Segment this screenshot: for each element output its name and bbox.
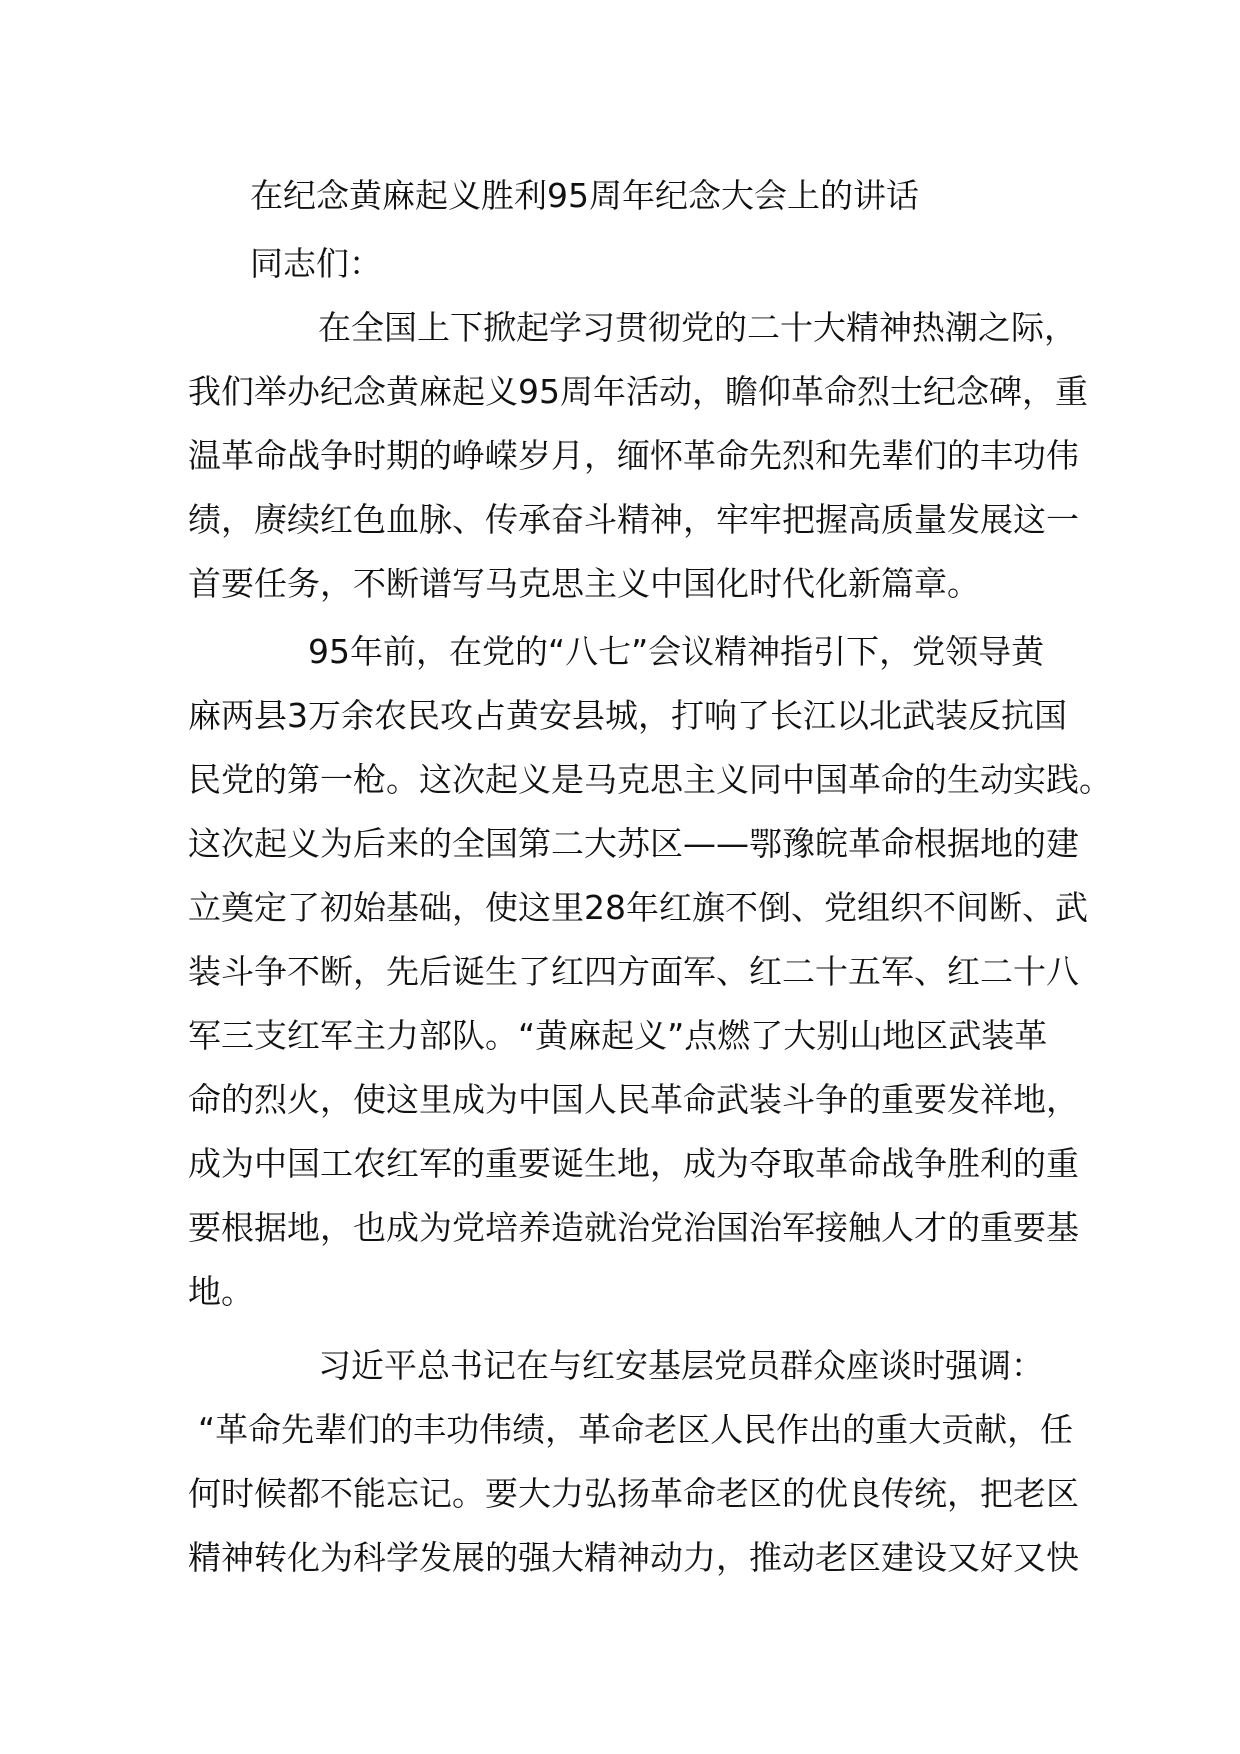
paragraph-2-line-3: 民党的第一枪。这次起义是马克思主义同中国革命的生动实践。 xyxy=(188,760,1112,799)
paragraph-2-line-8: 命的烈火，使这里成为中国人民革命武装斗争的重要发祥地， xyxy=(188,1080,1079,1119)
paragraph-2-line-10: 要根据地，也成为党培养造就治党治国治军接触人才的重要基 xyxy=(188,1208,1079,1247)
paragraph-3-line-3: 何时候都不能忘记。要大力弘扬革命老区的优良传统，把老区 xyxy=(188,1474,1079,1513)
paragraph-1-line-4: 绩，赓续红色血脉、传承奋斗精神，牢牢把握高质量发展这一 xyxy=(188,500,1079,539)
paragraph-2-line-11: 地。 xyxy=(188,1272,254,1311)
paragraph-1-line-1: 在全国上下掀起学习贯彻党的二十大精神热潮之际， xyxy=(318,308,1077,347)
paragraph-1-line-3: 温革命战争时期的峥嵘岁月，缅怀革命先烈和先辈们的丰功伟 xyxy=(188,436,1079,475)
paragraph-3-line-2: “革命先辈们的丰功伟绩，革命老区人民作出的重大贡献，任 xyxy=(198,1410,1074,1449)
paragraph-2-line-7: 军三支红军主力部队。“黄麻起义”点燃了大别山地区武装革 xyxy=(188,1016,1048,1055)
paragraph-2-line-2: 麻两县3万余农民攻占黄安县城，打响了长江以北武装反抗国 xyxy=(188,696,1067,735)
paragraph-3-line-1: 习近平总书记在与红安基层党员群众座谈时强调： xyxy=(318,1346,1044,1385)
paragraph-2-line-9: 成为中国工农红军的重要诞生地，成为夺取革命战争胜利的重 xyxy=(188,1144,1079,1183)
paragraph-3-line-4: 精神转化为科学发展的强大精神动力，推动老区建设又好又快 xyxy=(188,1538,1079,1577)
paragraph-2-line-6: 装斗争不断，先后诞生了红四方面军、红二十五军、红二十八 xyxy=(188,952,1079,991)
paragraph-1-line-2: 我们举办纪念黄麻起义95周年活动，瞻仰革命烈士纪念碑，重 xyxy=(188,372,1088,411)
paragraph-1-line-5: 首要任务，不断谱写马克思主义中国化时代化新篇章。 xyxy=(188,564,980,603)
paragraph-2-line-4: 这次起义为后来的全国第二大苏区——鄂豫皖革命根据地的建 xyxy=(188,824,1079,863)
paragraph-2-line-5: 立奠定了初始基础，使这里28年红旗不倒、党组织不间断、武 xyxy=(188,888,1088,927)
paragraph-2-line-1: 95年前，在党的“八七”会议精神指引下，党领导黄 xyxy=(308,632,1045,671)
document-title: 在纪念黄麻起义胜利95周年纪念大会上的讲话 xyxy=(250,176,919,215)
salutation: 同志们： xyxy=(250,244,382,283)
